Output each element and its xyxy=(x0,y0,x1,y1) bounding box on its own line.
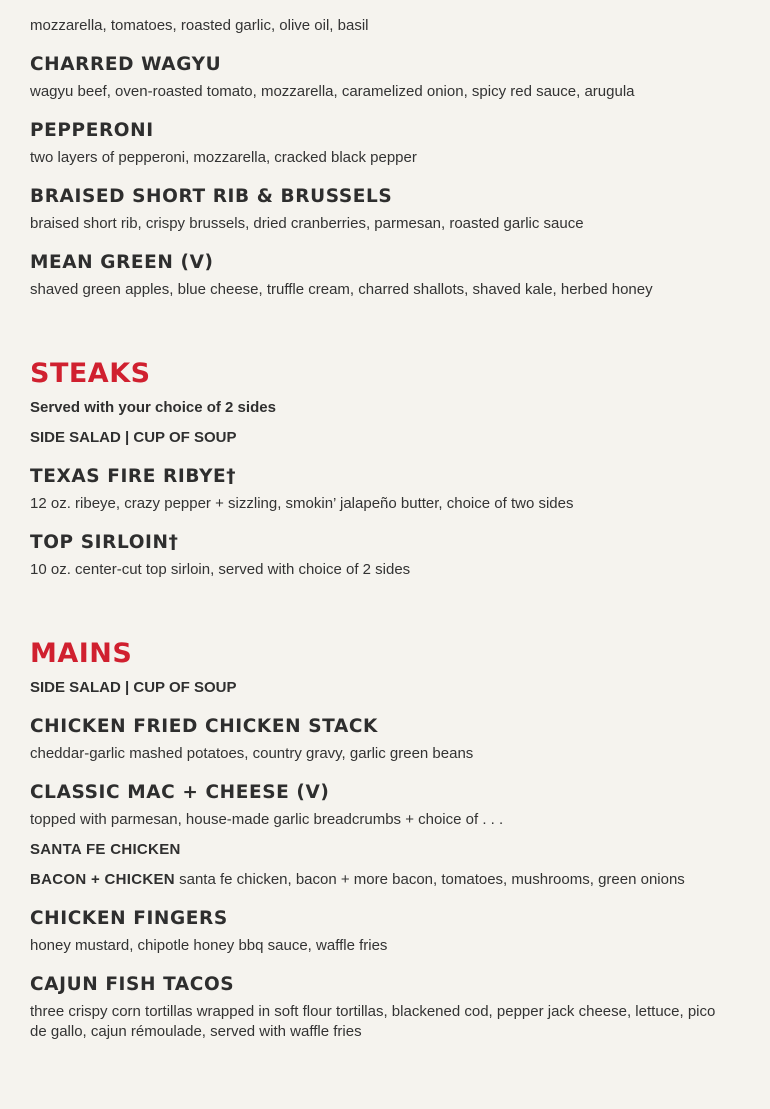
section-title: MAINS xyxy=(30,638,133,669)
item-description: mozzarella, tomatoes, roasted garlic, olive oil, basil xyxy=(30,17,369,34)
item-description: shaved green apples, blue cheese, truffle cream, charred shallots, shaved kale, herbed honey xyxy=(30,281,653,298)
item-name: PEPPERONI xyxy=(30,120,154,141)
menu-item xyxy=(30,464,730,514)
item-name: CHICKEN FINGERS xyxy=(30,908,228,929)
menu-item xyxy=(30,0,730,36)
mac-option-name: SANTA FE CHICKEN xyxy=(30,841,181,858)
menu-page xyxy=(30,0,730,1042)
item-name: CHARRED WAGYU xyxy=(30,54,222,75)
mac-option xyxy=(30,870,730,890)
menu-item xyxy=(30,906,730,956)
section-sides: SIDE SALAD | CUP OF SOUP xyxy=(30,429,237,446)
item-description: cheddar-garlic mashed potatoes, country gravy, garlic green beans xyxy=(30,745,474,762)
mac-option xyxy=(30,840,730,860)
section-note: Served with your choice of 2 sides xyxy=(30,399,276,416)
section-title: STEAKS xyxy=(30,358,151,389)
item-description: three crispy corn tortillas wrapped in soft flour tortillas, blackened cod, pepper jack cheese, lettuce, pico de gallo, cajun rémoulade, served with waffle fries xyxy=(30,1003,716,1040)
item-description: honey mustard, chipotle honey bbq sauce, waffle fries xyxy=(30,937,388,954)
menu-item xyxy=(30,118,730,168)
item-name: MEAN GREEN (V) xyxy=(30,252,214,273)
item-description: 10 oz. center-cut top sirloin, served with choice of 2 sides xyxy=(30,561,411,578)
item-description: two layers of pepperoni, mozzarella, cracked black pepper xyxy=(30,149,417,166)
mac-option-name: BACON + CHICKEN xyxy=(30,871,175,888)
item-name: TEXAS FIRE RIBYE† xyxy=(30,466,237,487)
item-name: CLASSIC MAC + CHEESE (V) xyxy=(30,782,330,803)
menu-item xyxy=(30,780,730,890)
menu-item xyxy=(30,184,730,234)
menu-item xyxy=(30,530,730,580)
menu-item xyxy=(30,250,730,300)
mains-section xyxy=(30,638,730,1042)
item-name: CHICKEN FRIED CHICKEN STACK xyxy=(30,716,378,737)
section-sides: SIDE SALAD | CUP OF SOUP xyxy=(30,679,237,696)
item-name: TOP SIRLOIN† xyxy=(30,532,179,553)
item-name: CAJUN FISH TACOS xyxy=(30,974,235,995)
item-description: braised short rib, crispy brussels, dried cranberries, parmesan, roasted garlic sauce xyxy=(30,215,584,232)
steaks-section xyxy=(30,358,730,580)
item-description: 12 oz. ribeye, crazy pepper + sizzling, smokin’ jalapeño butter, choice of two sides xyxy=(30,495,574,512)
menu-item xyxy=(30,52,730,102)
item-description: wagyu beef, oven-roasted tomato, mozzarella, caramelized onion, spicy red sauce, arugula xyxy=(30,83,635,100)
menu-item xyxy=(30,714,730,764)
item-description: topped with parmesan, house-made garlic breadcrumbs + choice of . . . xyxy=(30,811,504,828)
item-name: BRAISED SHORT RIB & BRUSSELS xyxy=(30,186,393,207)
mac-option-description: santa fe chicken, bacon + more bacon, tomatoes, mushrooms, green onions xyxy=(174,871,685,888)
menu-item xyxy=(30,972,730,1042)
